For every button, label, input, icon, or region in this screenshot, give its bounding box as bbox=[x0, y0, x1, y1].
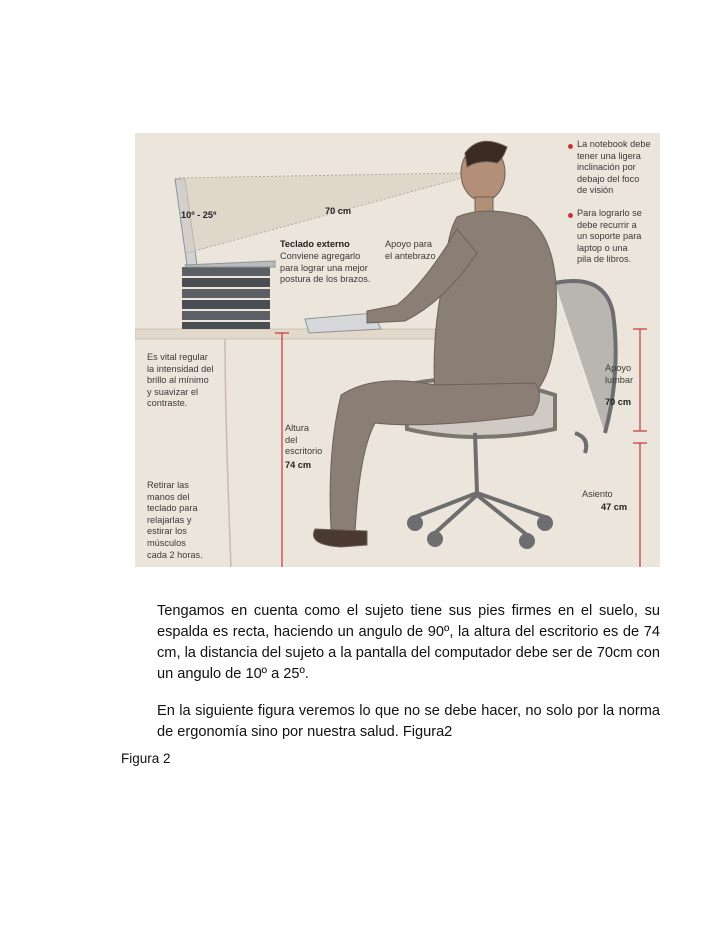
bullet-icon bbox=[568, 144, 573, 149]
ergonomics-illustration bbox=[135, 133, 660, 567]
desk-height-value: 74 cm bbox=[285, 460, 312, 470]
brightness-note: Es vital regular la intensidad del brillo al mínimo y suavizar el contraste. bbox=[147, 352, 214, 409]
lumbar-value: 70 cm bbox=[605, 397, 632, 407]
desk-edge bbox=[225, 339, 231, 567]
distance-label: 70 cm bbox=[325, 206, 352, 216]
ergonomics-figure bbox=[135, 133, 660, 567]
books-note: Para lograrlo se debe recurrir a un soporte para laptop o una pila de libros. bbox=[577, 208, 642, 265]
bullet-icon bbox=[568, 213, 573, 218]
book-stack bbox=[182, 267, 270, 329]
lumbar-text: Apoyo lumbar bbox=[605, 363, 634, 385]
body-paragraph: En la siguiente figura veremos lo que no se debe hacer, no solo por la norma de ergonomía sino por nuestra salud. Figura2 bbox=[157, 703, 660, 740]
hands-note: Retirar las manos del teclado para relajarlas y estirar los músculos cada 2 horas. bbox=[147, 480, 203, 560]
forearm-text: Apoyo para el antebrazo bbox=[385, 239, 436, 261]
body-paragraph: Tengamos en cuenta como el sujeto tiene sus pies firmes en el suelo, su espalda es recta, haciendo un angulo de 90º, la altura del escritorio es de 74 cm, la distancia del sujeto a la pantalla del computador debe ser de 70cm con un angulo de 10º a 25º. bbox=[157, 603, 660, 682]
desk-height-text: Altura del escritorio bbox=[285, 423, 323, 457]
notebook-note: La notebook debe tener una ligera inclinación por debajo del foco de visión bbox=[577, 139, 651, 196]
keyboard-text: Conviene agregarlo para lograr una mejor postura de los brazos. bbox=[280, 251, 371, 285]
keyboard-title: Teclado externo bbox=[280, 239, 350, 249]
laptop-base bbox=[185, 261, 275, 267]
angle-label: 10º - 25º bbox=[181, 210, 217, 220]
figure-caption: Figura 2 bbox=[121, 751, 171, 766]
desk-top bbox=[135, 329, 435, 339]
seat-text: Asiento bbox=[582, 489, 613, 499]
seat-value: 47 cm bbox=[601, 502, 628, 512]
